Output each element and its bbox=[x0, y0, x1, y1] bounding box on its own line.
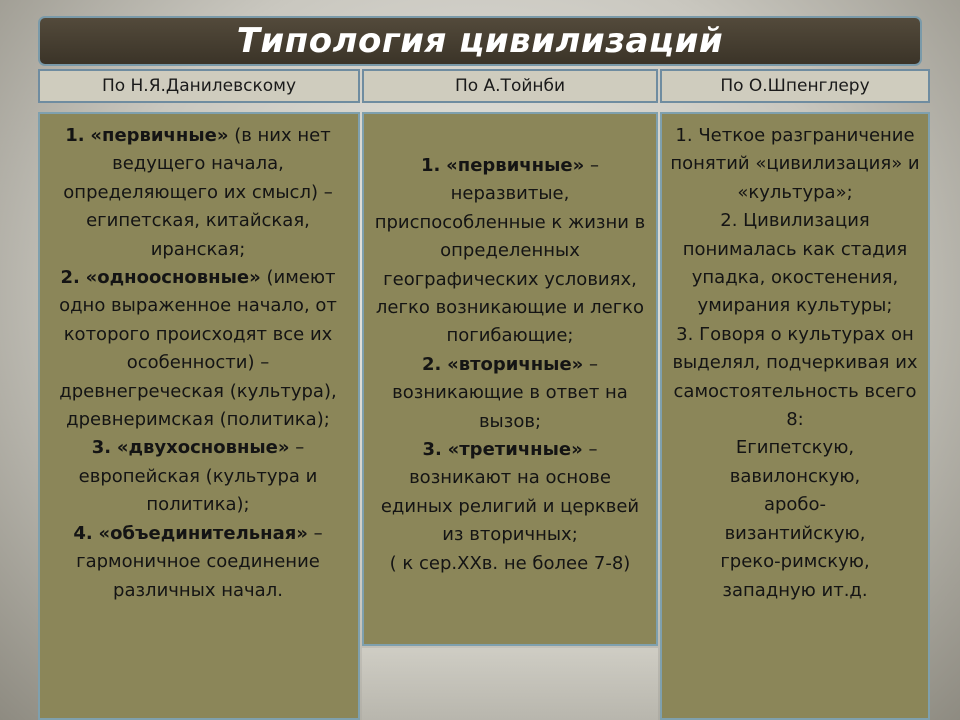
danilevsky-item-number: 2. bbox=[60, 267, 80, 289]
toynbee-note: ( к сер.XXв. не более 7-8) bbox=[389, 552, 631, 574]
spengler-item-text: Цивилизация понималась как стадия упадка, окостенения, умирания культуры; bbox=[682, 210, 908, 317]
spengler-item-number: 1. bbox=[675, 125, 693, 146]
header-spengler-label: По О.Шпенглеру bbox=[720, 76, 870, 96]
danilevsky-item-term: «двухосновные» bbox=[116, 437, 290, 459]
toynbee-item bbox=[372, 436, 648, 550]
danilevsky-item-number: 4. bbox=[73, 522, 93, 544]
header-spengler bbox=[660, 69, 930, 103]
spengler-item-number: 3. bbox=[676, 323, 694, 345]
toynbee-item-text: – неразвитые, приспособленные к жизни в определенных географических условиях, легко возникающие и легко погибающие; bbox=[374, 155, 646, 347]
toynbee-item-number: 2. bbox=[421, 353, 442, 375]
spengler-column bbox=[660, 112, 930, 720]
spengler-culture-item: византийскую, bbox=[724, 522, 866, 544]
toynbee-column bbox=[362, 112, 658, 646]
toynbee-item-term: «вторичные» bbox=[447, 353, 584, 375]
toynbee-item-text: – возникают на основе единых религий и церквей из вторичных; bbox=[380, 439, 640, 546]
danilevsky-column bbox=[38, 112, 360, 720]
spengler-item-number: 2. bbox=[720, 210, 738, 232]
spengler-culture-item: вавилонскую, bbox=[729, 465, 861, 487]
toynbee-item-text: – возникающие в ответ на вызов; bbox=[392, 353, 628, 432]
danilevsky-item-number: 1. bbox=[65, 125, 85, 146]
danilevsky-item-text: – европейская (культура и политика); bbox=[78, 437, 318, 516]
danilevsky-item-number: 3. bbox=[91, 437, 112, 459]
header-danilevsky-label: По Н.Я.Данилевскому bbox=[101, 76, 297, 96]
spengler-culture-item: Египетскую, bbox=[735, 437, 855, 459]
danilevsky-item bbox=[44, 122, 352, 264]
danilevsky-item-term: «одноосновные» bbox=[85, 267, 261, 289]
spengler-item bbox=[668, 321, 922, 435]
page-title: Типология цивилизаций bbox=[236, 21, 724, 61]
spengler-item bbox=[668, 207, 922, 321]
danilevsky-item-text: (в них нет ведущего начала, определяющего их смысл) – египетская, китайская, иранская; bbox=[63, 125, 333, 260]
empty-cell bbox=[362, 648, 658, 720]
danilevsky-item bbox=[44, 434, 352, 519]
spengler-culture-item: греко-римскую, bbox=[720, 551, 870, 573]
spengler-item-text: Четкое разграничение понятий «цивилизация» и «культура»; bbox=[670, 125, 920, 203]
danilevsky-item-term: «объединительная» bbox=[98, 522, 308, 544]
header-danilevsky bbox=[38, 69, 360, 103]
toynbee-item bbox=[372, 152, 648, 351]
danilevsky-item-text: (имеют одно выраженное начало, от которого происходят все их особенности) – древнегреческая (культура), древнеримская (политика); bbox=[59, 267, 337, 431]
toynbee-item-term: «третичные» bbox=[447, 439, 583, 461]
spengler-item bbox=[668, 122, 922, 207]
danilevsky-item bbox=[44, 520, 352, 605]
spengler-culture-item: западную ит.д. bbox=[722, 579, 868, 601]
toynbee-item-number: 3. bbox=[422, 439, 442, 461]
danilevsky-item-text: – гармоничное соединение различных начал. bbox=[76, 522, 323, 601]
toynbee-item-term: «первичные» bbox=[446, 155, 585, 176]
toynbee-item-number: 1. bbox=[421, 155, 441, 176]
spengler-culture-item: аробо- bbox=[763, 494, 827, 516]
danilevsky-item bbox=[44, 264, 352, 434]
danilevsky-item-term: «первичные» bbox=[90, 125, 229, 146]
header-toynbee-label: По А.Тойнби bbox=[454, 76, 566, 96]
header-toynbee bbox=[362, 69, 658, 103]
title-bar bbox=[38, 16, 922, 66]
spengler-culture-list bbox=[668, 434, 922, 604]
spengler-item-text: Говоря о культурах он выделял, подчеркивая их самостоятельность всего 8: bbox=[672, 323, 918, 431]
toynbee-item bbox=[372, 351, 648, 436]
